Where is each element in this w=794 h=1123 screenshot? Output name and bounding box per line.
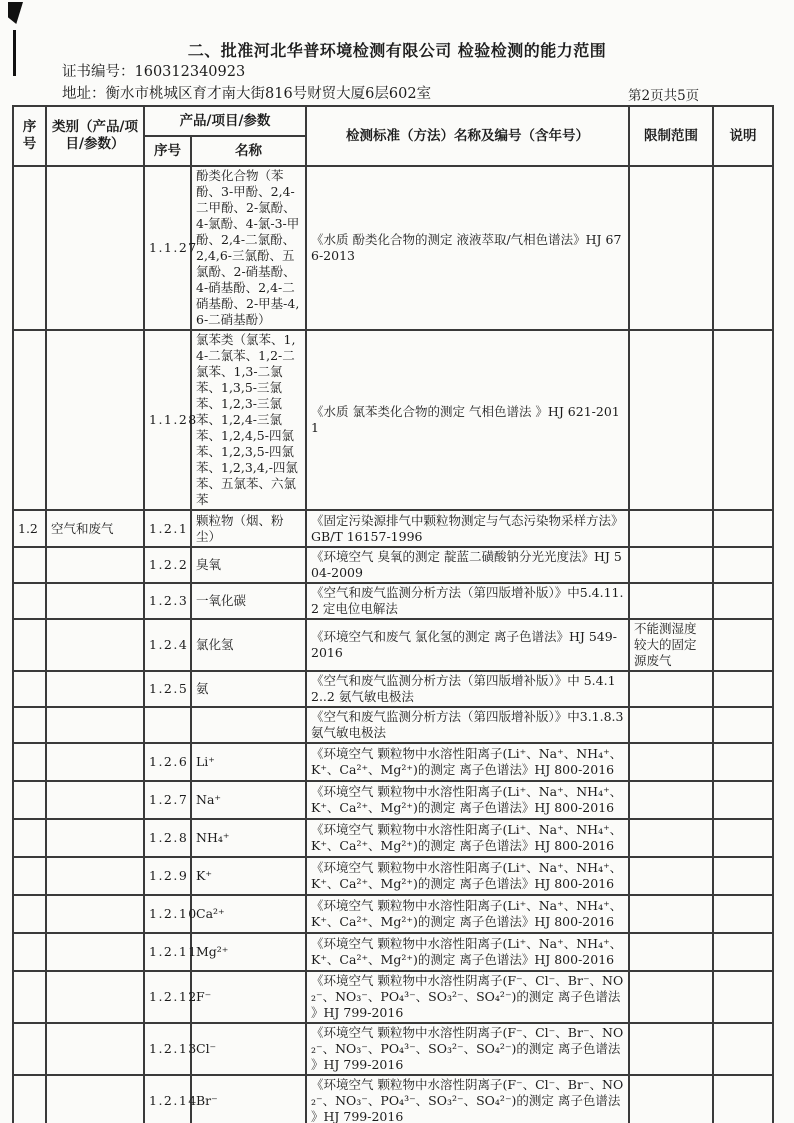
cell-category — [46, 743, 144, 781]
cell-note — [713, 1023, 773, 1075]
cell-name: 氯苯类（氯苯、1,4-二氯苯、1,2-二氯苯、1,3-二氯苯、1,3,5-三氯苯、1,2,3-三氯苯、1,2,4-三氯苯、1,2,4,5-四氯苯、1,2,3,5-四氯苯、1,2,3,4,-四氯苯、五氯苯、六氯苯 — [191, 330, 306, 510]
cell-category — [46, 1023, 144, 1075]
cell-name: Li⁺ — [191, 743, 306, 781]
cell-category — [46, 857, 144, 895]
cell-note — [713, 819, 773, 857]
cell-standard: 《空气和废气监测分析方法（第四版增补版）》中5.4.11.2 定电位电解法 — [306, 583, 629, 619]
cell-name: 颗粒物（烟、粉尘） — [191, 510, 306, 547]
cell-limit — [629, 819, 713, 857]
cell-limit — [629, 166, 713, 330]
header-sub-name: 名称 — [191, 136, 306, 166]
cell-name: 臭氧 — [191, 547, 306, 583]
cell-name: K⁺ — [191, 857, 306, 895]
cell-note — [713, 330, 773, 510]
cell-sub-seq: 1.2.2 — [144, 547, 191, 583]
cell-seq — [13, 547, 46, 583]
cell-name: NH₄⁺ — [191, 819, 306, 857]
header-standard: 检测标准（方法）名称及编号（含年号） — [306, 106, 629, 166]
cell-limit — [629, 583, 713, 619]
cell-note — [713, 933, 773, 971]
cell-category — [46, 330, 144, 510]
cell-limit — [629, 933, 713, 971]
cell-standard: 《环境空气 颗粒物中水溶性阴离子(F⁻、Cl⁻、Br⁻、NO₂⁻、NO₃⁻、PO₄³⁻、SO₃²⁻、SO₄²⁻)的测定 离子色谱法 》HJ 799-2016 — [306, 971, 629, 1023]
cell-name: Cl⁻ — [191, 1023, 306, 1075]
cell-note — [713, 743, 773, 781]
cell-category — [46, 895, 144, 933]
cell-category — [46, 619, 144, 671]
cell-standard: 《环境空气 颗粒物中水溶性阳离子(Li⁺、Na⁺、NH₄⁺、K⁺、Ca²⁺、Mg²⁺)的测定 离子色谱法》HJ 800-2016 — [306, 895, 629, 933]
cell-limit — [629, 895, 713, 933]
table-row — [13, 933, 773, 971]
cell-standard: 《水质 酚类化合物的测定 液液萃取/气相色谱法》HJ 676-2013 — [306, 166, 629, 330]
cell-sub-seq: 1.2.12 — [144, 971, 191, 1023]
cell-seq — [13, 707, 46, 743]
table-row — [13, 895, 773, 933]
table-row — [13, 743, 773, 781]
cell-category — [46, 819, 144, 857]
cell-standard: 《环境空气 颗粒物中水溶性阴离子(F⁻、Cl⁻、Br⁻、NO₂⁻、NO₃⁻、PO₄³⁻、SO₃²⁻、SO₄²⁻)的测定 离子色谱法 》HJ 799-2016 — [306, 1075, 629, 1123]
table-row — [13, 671, 773, 707]
cell-sub-seq: 1.2.10 — [144, 895, 191, 933]
cell-category — [46, 583, 144, 619]
cell-limit — [629, 1023, 713, 1075]
cell-category — [46, 166, 144, 330]
cell-note — [713, 707, 773, 743]
cell-standard: 《环境空气 颗粒物中水溶性阳离子(Li⁺、Na⁺、NH₄⁺、K⁺、Ca²⁺、Mg²⁺)的测定 离子色谱法》HJ 800-2016 — [306, 819, 629, 857]
cell-limit — [629, 1075, 713, 1123]
cell-sub-seq: 1.2.8 — [144, 819, 191, 857]
cell-sub-seq: 1.2.9 — [144, 857, 191, 895]
cell-seq — [13, 583, 46, 619]
cell-limit — [629, 781, 713, 819]
cell-standard: 《环境空气 颗粒物中水溶性阴离子(F⁻、Cl⁻、Br⁻、NO₂⁻、NO₃⁻、PO₄³⁻、SO₃²⁻、SO₄²⁻)的测定 离子色谱法 》HJ 799-2016 — [306, 1023, 629, 1075]
cell-standard: 《环境空气和废气 氯化氢的测定 离子色谱法》HJ 549-2016 — [306, 619, 629, 671]
cell-name: 氨 — [191, 671, 306, 707]
table-row — [13, 1023, 773, 1075]
cell-note — [713, 895, 773, 933]
cell-limit — [629, 330, 713, 510]
cell-seq — [13, 971, 46, 1023]
table-row — [13, 583, 773, 619]
cell-seq — [13, 781, 46, 819]
cell-name: 氯化氢 — [191, 619, 306, 671]
cell-standard: 《水质 氯苯类化合物的测定 气相色谱法 》HJ 621-2011 — [306, 330, 629, 510]
address-line: 地址：衡水市桃城区育才南大街816号财贸大厦6层602室 — [62, 86, 432, 102]
cell-category — [46, 971, 144, 1023]
capability-scope-table — [12, 105, 774, 1123]
table-row — [13, 1075, 773, 1123]
table-row — [13, 619, 773, 671]
cell-category — [46, 781, 144, 819]
cell-note — [713, 166, 773, 330]
cell-category — [46, 547, 144, 583]
cell-name: 一氧化碳 — [191, 583, 306, 619]
cell-sub-seq: 1.1.27 — [144, 166, 191, 330]
cell-note — [713, 971, 773, 1023]
cell-seq — [13, 933, 46, 971]
cell-category — [46, 707, 144, 743]
cell-name: Ca²⁺ — [191, 895, 306, 933]
table-row — [13, 510, 773, 547]
cell-seq — [13, 330, 46, 510]
cell-note — [713, 857, 773, 895]
header-limit: 限制范围 — [629, 106, 713, 166]
cell-seq — [13, 1075, 46, 1123]
cell-seq — [13, 1023, 46, 1075]
page-indicator: 第2页共5页 — [628, 88, 700, 104]
cell-category — [46, 671, 144, 707]
cell-sub-seq: 1.2.7 — [144, 781, 191, 819]
cell-seq — [13, 819, 46, 857]
table-row — [13, 781, 773, 819]
cell-seq — [13, 857, 46, 895]
cell-sub-seq: 1.2.3 — [144, 583, 191, 619]
table-row — [13, 707, 773, 743]
certificate-number-line: 证书编号：160312340923 — [62, 64, 246, 80]
table-row — [13, 547, 773, 583]
cell-name: Br⁻ — [191, 1075, 306, 1123]
cell-limit — [629, 510, 713, 547]
header-row-1 — [13, 106, 773, 136]
table-row — [13, 166, 773, 330]
cell-seq: 1.2 — [13, 510, 46, 547]
cell-sub-seq: 1.1.28 — [144, 330, 191, 510]
cell-seq — [13, 743, 46, 781]
cell-note — [713, 781, 773, 819]
table-row — [13, 330, 773, 510]
cell-note — [713, 510, 773, 547]
cell-seq — [13, 671, 46, 707]
cell-seq — [13, 895, 46, 933]
header-seq: 序号 — [13, 106, 46, 166]
cell-seq — [13, 166, 46, 330]
cell-sub-seq: 1.2.4 — [144, 619, 191, 671]
cell-standard: 《固定污染源排气中颗粒物测定与气态污染物采样方法》GB/T 16157-1996 — [306, 510, 629, 547]
cell-sub-seq — [144, 707, 191, 743]
cell-standard: 《环境空气 颗粒物中水溶性阳离子(Li⁺、Na⁺、NH₄⁺、K⁺、Ca²⁺、Mg²⁺)的测定 离子色谱法》HJ 800-2016 — [306, 743, 629, 781]
scan-artifact-corner — [8, 2, 23, 24]
cell-name — [191, 707, 306, 743]
cell-category — [46, 933, 144, 971]
table-row — [13, 857, 773, 895]
cell-limit — [629, 707, 713, 743]
cell-sub-seq: 1.2.14 — [144, 1075, 191, 1123]
cell-limit: 不能测湿度较大的固定源废气 — [629, 619, 713, 671]
cell-note — [713, 1075, 773, 1123]
cell-note — [713, 583, 773, 619]
cell-sub-seq: 1.2.13 — [144, 1023, 191, 1075]
cell-standard: 《空气和废气监测分析方法（第四版增补版）》中 5.4.12..2 氨气敏电极法 — [306, 671, 629, 707]
cell-standard: 《环境空气 颗粒物中水溶性阳离子(Li⁺、Na⁺、NH₄⁺、K⁺、Ca²⁺、Mg²⁺)的测定 离子色谱法》HJ 800-2016 — [306, 857, 629, 895]
document-title: 二、批准河北华普环境检测有限公司 检验检测的能力范围 — [187, 41, 607, 60]
header-product-group: 产品/项目/参数 — [144, 106, 306, 136]
cell-name: Mg²⁺ — [191, 933, 306, 971]
cell-name: 酚类化合物（苯酚、3-甲酚、2,4-二甲酚、2-氯酚、4-氯酚、4-氯-3-甲酚、2,4-二氯酚、2,4,6-三氯酚、五氯酚、2-硝基酚、4-硝基酚、2,4-二硝基酚、2-甲基-4,6-二硝基酚） — [191, 166, 306, 330]
cell-sub-seq: 1.2.11 — [144, 933, 191, 971]
header-category: 类别（产品/项目/参数） — [46, 106, 144, 166]
cell-standard: 《环境空气 颗粒物中水溶性阳离子(Li⁺、Na⁺、NH₄⁺、K⁺、Ca²⁺、Mg²⁺)的测定 离子色谱法》HJ 800-2016 — [306, 933, 629, 971]
cell-standard: 《环境空气 臭氧的测定 靛蓝二磺酸钠分光光度法》HJ 504-2009 — [306, 547, 629, 583]
cell-note — [713, 619, 773, 671]
cell-sub-seq: 1.2.1 — [144, 510, 191, 547]
cell-note — [713, 671, 773, 707]
header-note: 说明 — [713, 106, 773, 166]
cell-category — [46, 1075, 144, 1123]
cell-category: 空气和废气 — [46, 510, 144, 547]
cell-standard: 《空气和废气监测分析方法（第四版增补版）》中3.1.8.3 氨气敏电极法 — [306, 707, 629, 743]
cell-limit — [629, 547, 713, 583]
table-row — [13, 819, 773, 857]
cell-sub-seq: 1.2.5 — [144, 671, 191, 707]
header-sub-seq: 序号 — [144, 136, 191, 166]
cell-limit — [629, 671, 713, 707]
cell-name: Na⁺ — [191, 781, 306, 819]
cell-limit — [629, 743, 713, 781]
cell-limit — [629, 971, 713, 1023]
cell-limit — [629, 857, 713, 895]
cell-name: F⁻ — [191, 971, 306, 1023]
table-row — [13, 971, 773, 1023]
cell-seq — [13, 619, 46, 671]
cell-sub-seq: 1.2.6 — [144, 743, 191, 781]
cell-standard: 《环境空气 颗粒物中水溶性阳离子(Li⁺、Na⁺、NH₄⁺、K⁺、Ca²⁺、Mg²⁺)的测定 离子色谱法》HJ 800-2016 — [306, 781, 629, 819]
cell-note — [713, 547, 773, 583]
